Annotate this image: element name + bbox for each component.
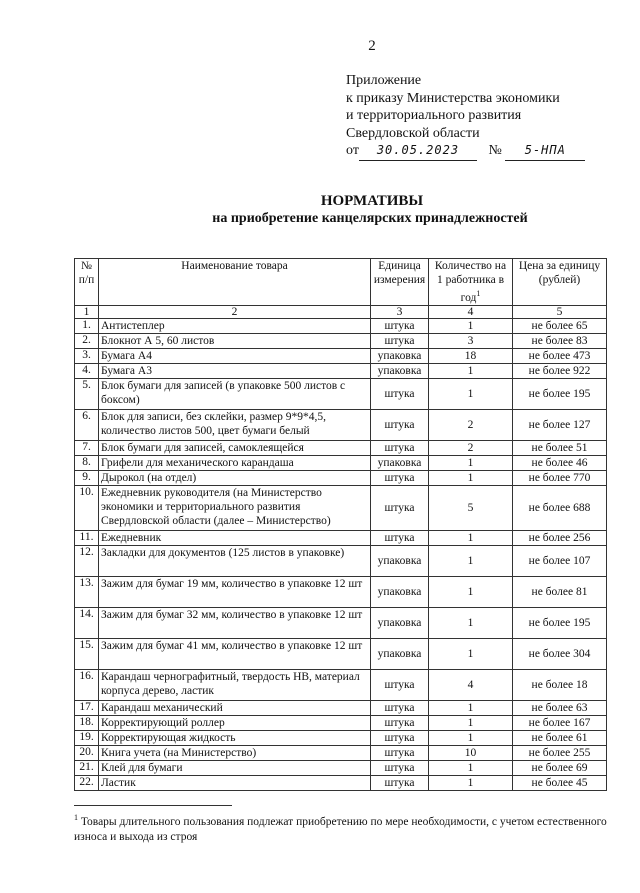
row-number: 12.	[75, 546, 99, 577]
table-row	[75, 334, 607, 349]
table-row	[75, 349, 607, 364]
item-quantity: 1	[429, 701, 513, 716]
item-price: не более 770	[513, 471, 607, 486]
header-price: Цена за единицу (рублей)	[513, 259, 607, 306]
item-unit: штука	[371, 471, 429, 486]
row-number: 17.	[75, 701, 99, 716]
item-quantity: 1	[429, 776, 513, 791]
row-number: 15.	[75, 639, 99, 670]
row-number: 19.	[75, 731, 99, 746]
table-row	[75, 716, 607, 731]
item-quantity: 1	[429, 319, 513, 334]
item-name: Блок для записи, без склейки, размер 9*9*4,5, количество листов 500, цвет бумаги белый	[99, 410, 371, 441]
item-quantity: 1	[429, 546, 513, 577]
item-unit: штука	[371, 334, 429, 349]
item-price: не более 107	[513, 546, 607, 577]
item-price: не более 473	[513, 349, 607, 364]
header-name: Наименование товара	[99, 259, 371, 306]
table-row	[75, 471, 607, 486]
item-price: не более 46	[513, 456, 607, 471]
item-price: не более 45	[513, 776, 607, 791]
row-number: 11.	[75, 531, 99, 546]
table-row	[75, 761, 607, 776]
row-number: 3.	[75, 349, 99, 364]
table-row	[75, 319, 607, 334]
page-number: 2	[368, 38, 376, 54]
footnote-divider	[74, 805, 232, 806]
table-row	[75, 531, 607, 546]
item-name: Ластик	[99, 776, 371, 791]
item-price: не более 83	[513, 334, 607, 349]
item-unit: штука	[371, 379, 429, 410]
column-number: 5	[513, 306, 607, 319]
item-unit: упаковка	[371, 608, 429, 639]
row-number: 21.	[75, 761, 99, 776]
column-number: 1	[75, 306, 99, 319]
row-number: 20.	[75, 746, 99, 761]
item-quantity: 1	[429, 608, 513, 639]
order-number: 5-НПА	[505, 142, 585, 161]
appendix-block	[346, 72, 585, 161]
item-quantity: 10	[429, 746, 513, 761]
table-row	[75, 608, 607, 639]
item-quantity: 1	[429, 716, 513, 731]
item-quantity: 1	[429, 531, 513, 546]
item-name: Антистеплер	[99, 319, 371, 334]
item-name: Закладки для документов (125 листов в упаковке)	[99, 546, 371, 577]
item-name: Зажим для бумаг 19 мм, количество в упаковке 12 шт	[99, 577, 371, 608]
table-row	[75, 701, 607, 716]
footnote-ref: 1	[476, 289, 481, 298]
item-name: Ежедневник руководителя (на Министерство экономики и территориального развития Свердловской области (далее – Министерство)	[99, 486, 371, 531]
row-number: 10.	[75, 486, 99, 531]
item-price: не более 65	[513, 319, 607, 334]
table-row	[75, 746, 607, 761]
item-quantity: 1	[429, 379, 513, 410]
column-number: 3	[371, 306, 429, 319]
table-row	[75, 486, 607, 531]
item-name: Корректирующий роллер	[99, 716, 371, 731]
item-quantity: 18	[429, 349, 513, 364]
table-row	[75, 546, 607, 577]
item-unit: штука	[371, 441, 429, 456]
item-price: не более 922	[513, 364, 607, 379]
item-name: Блок бумаги для записей, самоклеящейся	[99, 441, 371, 456]
item-unit: штука	[371, 731, 429, 746]
item-name: Карандаш механический	[99, 701, 371, 716]
document-subtitle: на приобретение канцелярских принадлежностей	[212, 211, 528, 226]
item-price: не более 167	[513, 716, 607, 731]
item-price: не более 256	[513, 531, 607, 546]
item-unit: штука	[371, 746, 429, 761]
item-name: Книга учета (на Министерство)	[99, 746, 371, 761]
row-number: 18.	[75, 716, 99, 731]
item-quantity: 1	[429, 471, 513, 486]
item-unit: штука	[371, 319, 429, 334]
item-name: Блокнот А 5, 60 листов	[99, 334, 371, 349]
item-quantity: 4	[429, 670, 513, 701]
appendix-line-1: Приложение	[346, 73, 422, 88]
number-prefix: №	[488, 143, 502, 158]
item-price: не более 63	[513, 701, 607, 716]
table-row	[75, 776, 607, 791]
item-quantity: 2	[429, 410, 513, 441]
table-row	[75, 441, 607, 456]
table-row	[75, 670, 607, 701]
table-row	[75, 364, 607, 379]
item-price: не более 18	[513, 670, 607, 701]
item-unit: штука	[371, 776, 429, 791]
row-number: 7.	[75, 441, 99, 456]
row-number: 1.	[75, 319, 99, 334]
row-number: 8.	[75, 456, 99, 471]
table-row	[75, 577, 607, 608]
column-number-row	[75, 306, 607, 319]
appendix-line-3: и территориального развития	[346, 108, 522, 123]
item-price: не более 81	[513, 577, 607, 608]
table-row	[75, 731, 607, 746]
item-quantity: 2	[429, 441, 513, 456]
item-price: не более 195	[513, 379, 607, 410]
header-unit: Единица измерения	[371, 259, 429, 306]
item-quantity: 1	[429, 731, 513, 746]
column-number: 4	[429, 306, 513, 319]
item-unit: штука	[371, 670, 429, 701]
item-unit: упаковка	[371, 639, 429, 670]
item-unit: упаковка	[371, 456, 429, 471]
item-unit: упаковка	[371, 349, 429, 364]
item-quantity: 1	[429, 456, 513, 471]
item-price: не более 304	[513, 639, 607, 670]
column-number: 2	[99, 306, 371, 319]
item-name: Грифели для механического карандаша	[99, 456, 371, 471]
row-number: 6.	[75, 410, 99, 441]
header-num: № п/п	[75, 259, 99, 306]
item-name: Дырокол (на отдел)	[99, 471, 371, 486]
row-number: 5.	[75, 379, 99, 410]
row-number: 16.	[75, 670, 99, 701]
header-qty-text: Количество на 1 работника в год	[434, 260, 507, 304]
item-unit: штука	[371, 716, 429, 731]
item-quantity: 5	[429, 486, 513, 531]
row-number: 22.	[75, 776, 99, 791]
item-unit: штука	[371, 531, 429, 546]
item-name: Зажим для бумаг 41 мм, количество в упаковке 12 шт	[99, 639, 371, 670]
item-price: не более 195	[513, 608, 607, 639]
item-unit: штука	[371, 761, 429, 776]
header-qty	[429, 259, 513, 306]
norms-table	[74, 258, 607, 791]
row-number: 14.	[75, 608, 99, 639]
item-price: не более 127	[513, 410, 607, 441]
item-quantity: 1	[429, 577, 513, 608]
appendix-line-2: к приказу Министерства экономики	[346, 90, 560, 106]
table-header-row	[75, 259, 607, 306]
table-row	[75, 456, 607, 471]
item-quantity: 1	[429, 639, 513, 670]
item-quantity: 3	[429, 334, 513, 349]
item-unit: упаковка	[371, 364, 429, 379]
table-row	[75, 379, 607, 410]
appendix-date-line	[346, 142, 585, 161]
row-number: 2.	[75, 334, 99, 349]
item-price: не более 61	[513, 731, 607, 746]
item-price: не более 51	[513, 441, 607, 456]
item-price: не более 255	[513, 746, 607, 761]
footnote-text: Товары длительного пользования подлежат приобретению по мере необходимости, с учетом естественного износа и выхода из строя	[74, 815, 607, 843]
row-number: 9.	[75, 471, 99, 486]
order-date: 30.05.2023	[359, 142, 477, 161]
item-unit: упаковка	[371, 546, 429, 577]
row-number: 4.	[75, 364, 99, 379]
item-name: Клей для бумаги	[99, 761, 371, 776]
item-unit: штука	[371, 410, 429, 441]
item-quantity: 1	[429, 364, 513, 379]
footnote-mark: 1	[74, 813, 78, 822]
item-name: Карандаш чернографитный, твердость НВ, материал корпуса дерево, ластик	[99, 670, 371, 701]
item-price: не более 69	[513, 761, 607, 776]
document-title: НОРМАТИВЫ	[320, 193, 424, 209]
item-name: Корректирующая жидкость	[99, 731, 371, 746]
table-row	[75, 410, 607, 441]
item-name: Бумага А4	[99, 349, 371, 364]
item-name: Блок бумаги для записей (в упаковке 500 листов с боксом)	[99, 379, 371, 410]
date-prefix: от	[346, 143, 359, 158]
item-price: не более 688	[513, 486, 607, 531]
item-name: Зажим для бумаг 32 мм, количество в упаковке 12 шт	[99, 608, 371, 639]
item-unit: штука	[371, 701, 429, 716]
item-unit: упаковка	[371, 577, 429, 608]
table-body	[75, 319, 607, 791]
item-name: Ежедневник	[99, 531, 371, 546]
table-row	[75, 639, 607, 670]
item-quantity: 1	[429, 761, 513, 776]
row-number: 13.	[75, 577, 99, 608]
item-name: Бумага А3	[99, 364, 371, 379]
appendix-line-4: Свердловской области	[346, 125, 480, 141]
item-unit: штука	[371, 486, 429, 531]
footnote	[74, 810, 614, 845]
